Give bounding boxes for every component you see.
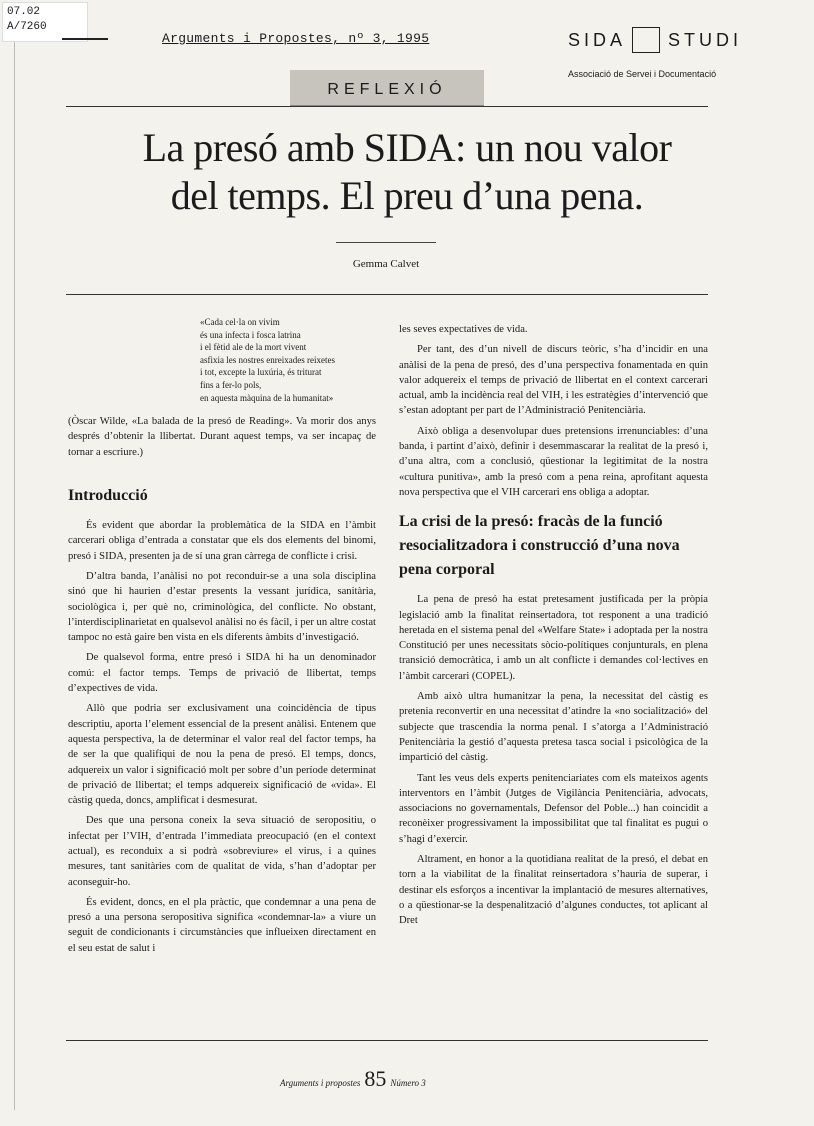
- paragraph: De qualsevol forma, entre presó i SIDA hi ha un denominador comú: el factor temps. Temps de privació de llibertat, temps d’expectives de vida.: [68, 652, 376, 695]
- paragraph: La pena de presó ha estat pretesament justificada per la pròpia legislació amb la finalitat reinsertadora, tot responent a una tradició heretada en el sistema penal del «Welfare State» i adoptada per la nostra Constitució per unes necessitats sòcio-polítiques conjunturals, en plena transició democràtica, i amb un alt conflicte i demandes col·lectives en l’àmbit carcerari (COPEL).: [399, 594, 708, 682]
- page-footer: [280, 1066, 426, 1092]
- logo-left-text: SIDA: [568, 29, 627, 50]
- poem-line: fins a fer-lo pols,: [200, 379, 262, 390]
- title-line-1: La presó amb SIDA: un nou valor: [142, 125, 672, 170]
- header-rule: [66, 106, 708, 107]
- header-dash: [62, 38, 108, 40]
- paragraph: Des que una persona coneix la seva situació de seropositiu, o infectat per l’VIH, d’entrada l’immediata preocupació (en el context actual), es reconduix a si podrà «sobreviure» el virus, i a quines mesures, tant sanitàries com de qualitat de vida, s’han d’adoptar per aconseguir-ho.: [68, 815, 376, 888]
- paragraph: Altrament, en honor a la quotidiana realitat de la presó, el debat en torn a la viabilitat de la finalitat reinsertadora s’hauria de superar, i destinar els esforços a incentivar la implantació de mesures alternatives, o a qüestionar-se la despenalització d’algunes conductes, tot aplicant al Dret: [399, 854, 708, 927]
- poem-line: en aquesta màquina de la humanitat»: [200, 392, 334, 403]
- footer-rule: [66, 1040, 708, 1041]
- logo-right-text: STUDI: [668, 29, 743, 50]
- left-column: [68, 316, 376, 961]
- poem-line: «Cada cel·la on vivim: [200, 317, 280, 327]
- article-author: Gemma Calvet: [352, 258, 420, 270]
- article-title: [40, 124, 774, 220]
- paragraph: És evident que abordar la problemàtica de la SIDA en l’àmbit carcerari obliga d’entrada a constatar que els dos elements del binomi, presó i SIDA, presenten ja de sí una gran càrrega de conflicte i crisi.: [68, 520, 376, 562]
- publication-header: Arguments i Propostes, nº 3, 1995: [162, 31, 430, 46]
- stamp-line-1: 07.02: [7, 6, 41, 18]
- section-tag: REFLEXIÓ: [290, 70, 484, 106]
- poem-line: asfixia les nostres enreixades reixetes: [200, 354, 335, 365]
- page-number: 85: [364, 1066, 387, 1091]
- footer-issue: Número 3: [390, 1078, 426, 1088]
- poem-line: i tot, excepte la luxúria, és triturat: [200, 367, 322, 378]
- poem-line: és una infecta i fosca latrina: [200, 329, 301, 340]
- association-subtitle: Associació de Servei i Documentació: [568, 69, 717, 79]
- poem-line: i el fètid ale de la mort vivent: [200, 342, 307, 353]
- right-column: [399, 322, 708, 934]
- paragraph: Això obliga a desenvolupar dues pretensions irrenunciables: d’una banda, i partint d’això, definir i desemmascarar la realitat de la presó i, d’una altra, com a conclusió, qüestionar la legitimitat de la nostra «cultura punitiva», amb la presó com a pena reina, aprofitant aquesta nova perspectiva que el VIH carcerari ens obliga a adoptar.: [399, 425, 708, 498]
- epigraph-poem: [200, 316, 376, 404]
- scan-edge-line: [14, 40, 15, 1110]
- title-line-2: del temps. El preu d’una pena.: [170, 173, 644, 218]
- section-heading-crisi: La crisi de la presó: fracàs de la funció resocialitzadora i construcció d’una nova pena corporal: [399, 513, 680, 579]
- paragraph: Allò que podria ser exclusivament una coincidència de tipus descriptiu, aporta l’element essencial de la present anàlisi. Entenem que aquesta perspectiva, la de determinar el valor real del factor temps, ha de ser la que qualifiqui de nou la pena de presó. El temps, doncs, adquereix un valor i significació molt per sobre d’un període determinat de privació de llibertat; el temps adquereix significació de «vida». El càstig queda, doncs, amplificat i desmesurat.: [68, 703, 376, 807]
- logo-square-icon: [632, 27, 660, 53]
- title-divider: [336, 242, 436, 243]
- paragraph: Per tant, des d’un nivell de discurs teòric, s’ha d’incidir en una anàlisi de la pena de presó, des d’una perspectiva fonamentada en quin valor adquereix el temps de privació de llibertat en el context carcerari actual, amb la incidència real del VIH, i les estratègies d’intervenció que s’estan adoptant per part de l’Administració Penitenciària.: [399, 344, 708, 417]
- paragraph: D’altra banda, l’anàlisi no pot reconduir-se a una sola disciplina sinó que hi haurien d’estar presents la vessant jurídica, sanitària, sociològica i, per què no, criminològica, del conflicte. No obstant, l’interdisciplinarietat en qualsevol anàlisi no és fàcil, i per un altre costat tampoc no està gaire ben vista en els diferents àmbits d’investigació.: [68, 570, 376, 644]
- footer-publication: Arguments i propostes: [280, 1078, 361, 1088]
- paragraph: És evident, doncs, en el pla pràctic, que condemnar a una pena de presó a una persona seropositiva significa «condemnar-la» a viure un seguit de condicionants i circumstàncies que influeixen directament en el seu estat de salut i: [68, 896, 376, 954]
- byline-rule: [66, 294, 708, 295]
- sida-studi-logo: [568, 27, 742, 53]
- archive-stamp: [2, 2, 88, 42]
- section-heading-introduccio: Introducció: [68, 487, 148, 505]
- stamp-line-2: A/7260: [7, 21, 47, 33]
- paragraph: les seves expectatives de vida.: [399, 324, 528, 335]
- paragraph: Amb això ultra humanitzar la pena, la necessitat del càstig es pretenia reconvertir en una necessitat d’atindre la «no socialització» del subjecte que trascendia la norma penal. I s’atorga a l’Administració Penitenciària la gestió d’aquesta pretesa tasca social i psicològica de la impartició del càstig.: [399, 691, 708, 764]
- paragraph: Tant les veus dels experts penitenciariates com els mateixos agents interventors en l’àmbit (Jutges de Vigilància Penitenciària, advocats, associacions no governamentals, Defensor del Poble...) han coincidit a reconèixer progressivament la impossibilitat que tal finalitat es pugui o s’hagi d’exercir.: [399, 772, 708, 845]
- epigraph-source: (Òscar Wilde, «La balada de la presó de Reading». Va morir dos anys després d’obtenir la llibertat. Durant aquest temps, va ser incapaç de tornar a escriure.): [68, 416, 376, 458]
